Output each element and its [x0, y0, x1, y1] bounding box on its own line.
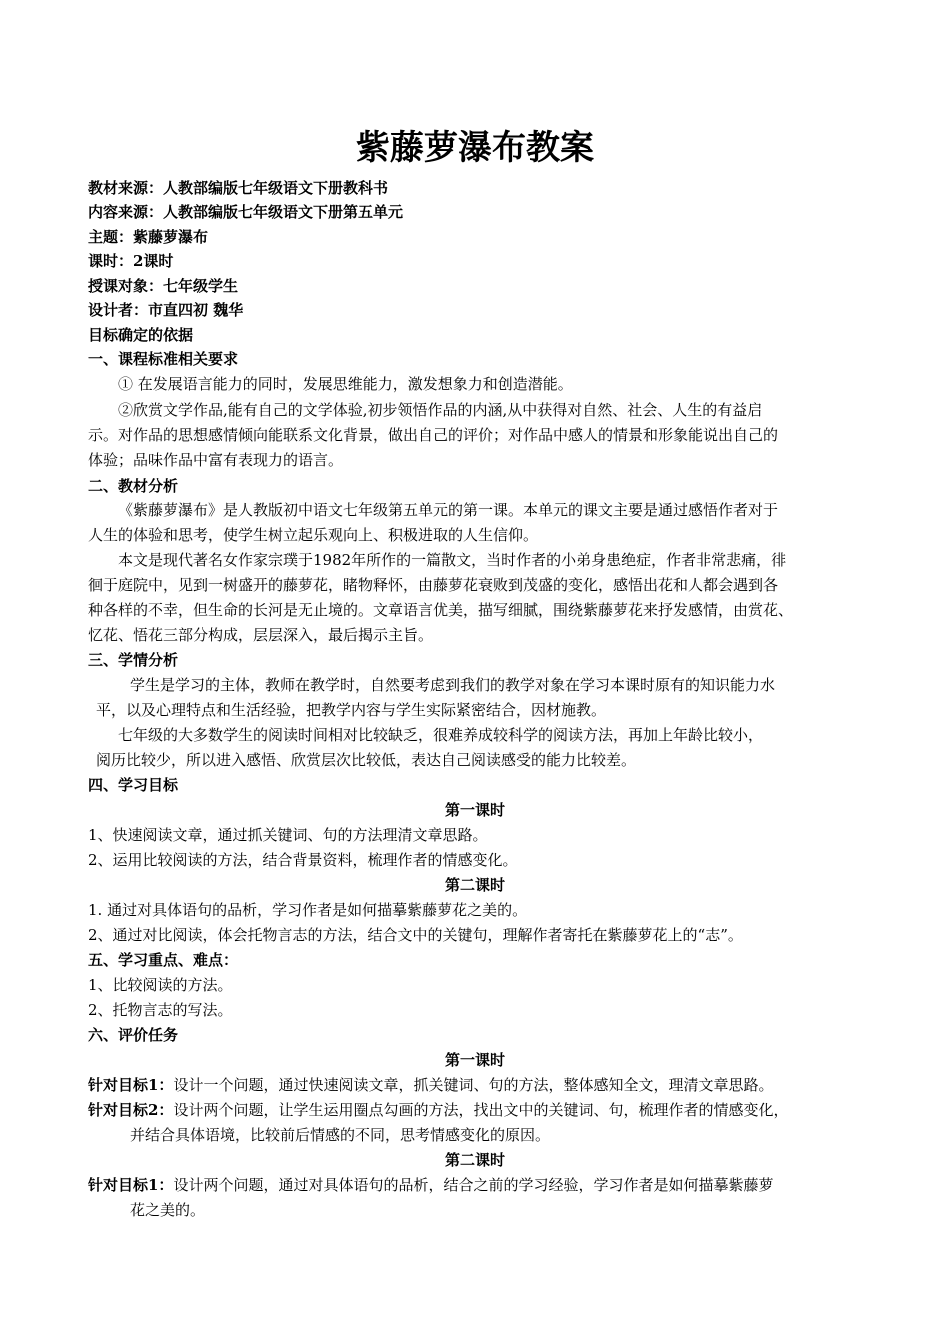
section-6-task-2 [88, 1098, 788, 1122]
section-4-line-2: 2、运用比较阅读的方法，结合背景资料，梳理作者的情感变化。 [88, 851, 518, 869]
section-6-task-2-continuation: 并结合具体语境，比较前后情感的不同，思考情感变化的原因。 [130, 1126, 551, 1144]
section-1-line-4: 体验；品味作品中富有表现力的语言。 [88, 451, 344, 469]
task-3-text: 设计两个问题，通过对具体语句的品析，结合之前的学习经验，学习作者是如何描摹紫藤萝 [173, 1176, 774, 1194]
section-2-line-3: 本文是现代著名女作家宗璞于1982年所作的一篇散文，当时作者的小弟身患绝症，作者非常悲痛，徘 [118, 551, 787, 569]
section-1-heading: 一、课程标准相关要求 [88, 350, 239, 368]
section-4-line-1: 1、快速阅读文章，通过抓关键词、句的方法理清文章思路。 [88, 826, 488, 844]
section-6-lesson-1-title: 第一课时 [444, 1051, 505, 1069]
section-3-line-1: 学生是学习的主体，教师在教学时，自然要考虑到我们的教学对象在学习本课时原有的知识能力水 [130, 676, 776, 694]
section-4-lesson-1-title: 第一课时 [444, 801, 505, 819]
section-2-line-4: 徊于庭院中，见到一树盛开的藤萝花，睹物释怀，由藤萝花衰败到茂盛的变化，感悟出花和人都会遇到各 [88, 576, 779, 594]
section-4-line-3: 1. 通过对具体语句的品析，学习作者是如何描摹紫藤萝花之美的。 [88, 901, 528, 919]
meta-theme: 主题：紫藤萝瀑布 [88, 228, 209, 246]
document-title: 紫藤萝瀑布教案 [356, 128, 594, 168]
meta-basis: 目标确定的依据 [88, 326, 194, 344]
section-6-task-3-continuation: 花之美的。 [130, 1201, 206, 1219]
section-3-line-4: 阅历比较少，所以进入感悟、欣赏层次比较低，表达自己阅读感受的能力比较差。 [96, 751, 637, 769]
section-2-line-6: 忆花、悟花三部分构成，层层深入，最后揭示主旨。 [88, 626, 434, 644]
task-1-label: 针对目标1： [88, 1076, 174, 1094]
section-5-heading: 五、学习重点、难点： [88, 951, 239, 969]
task-2-label: 针对目标2： [88, 1101, 174, 1119]
section-6-heading: 六、评价任务 [88, 1026, 179, 1044]
section-1-line-3: 示。对作品的思想感情倾向能联系文化背景，做出自己的评价；对作品中感人的情景和形象能说出自己的 [88, 426, 779, 444]
task-2-text: 设计两个问题，让学生运用圈点勾画的方法，找出文中的关键词、句，梳理作者的情感变化， [173, 1101, 789, 1119]
section-3-heading: 三、学情分析 [88, 651, 179, 669]
section-4-line-4: 2、通过对比阅读，体会托物言志的方法，结合文中的关键句，理解作者寄托在紫藤萝花上的“志”。 [88, 926, 743, 944]
task-1-text: 设计一个问题，通过快速阅读文章，抓关键词、句的方法，整体感知全文，理清文章思路。 [173, 1076, 774, 1094]
meta-audience: 授课对象：七年级学生 [88, 277, 239, 295]
section-2-line-5: 种各样的不幸，但生命的长河是无止境的。文章语言优美，描写细腻，围绕紫藤萝花来抒发感情，由赏花、 [88, 601, 794, 619]
meta-source: 教材来源：人教部编版七年级语文下册教科书 [88, 179, 389, 197]
meta-content: 内容来源：人教部编版七年级语文下册第五单元 [88, 203, 404, 221]
task-3-label: 针对目标1： [88, 1176, 174, 1194]
section-1-line-2: ②欣赏文学作品,能有自己的文学体验,初步领悟作品的内涵,从中获得对自然、社会、人生的有益启 [118, 401, 763, 419]
section-2-heading: 二、教材分析 [88, 477, 179, 495]
section-4-lesson-2-title: 第二课时 [444, 876, 505, 894]
section-4-heading: 四、学习目标 [88, 776, 179, 794]
section-6-task-3 [88, 1173, 773, 1197]
meta-hours: 课时：2课时 [88, 252, 174, 270]
section-3-line-3: 七年级的大多数学生的阅读时间相对比较缺乏，很难养成较科学的阅读方法，再加上年龄比较小， [118, 726, 764, 744]
meta-designer: 设计者：市直四初 魏华 [88, 301, 244, 319]
section-3-line-2: 平，以及心理特点和生活经验，把教学内容与学生实际紧密结合，因材施教。 [96, 701, 607, 719]
section-5-line-1: 1、比较阅读的方法。 [88, 976, 233, 994]
section-6-task-1 [88, 1073, 773, 1097]
section-1-line-1: ① 在发展语言能力的同时，发展思维能力，激发想象力和创造潜能。 [118, 375, 573, 393]
section-2-line-1: 《紫藤萝瀑布》是人教版初中语文七年级第五单元的第一课。本单元的课文主要是通过感悟作者对于 [118, 501, 779, 519]
section-5-line-2: 2、托物言志的写法。 [88, 1001, 233, 1019]
section-2-line-2: 人生的体验和思考，使学生树立起乐观向上、积极进取的人生信仰。 [88, 526, 539, 544]
section-6-lesson-2-title: 第二课时 [444, 1151, 505, 1169]
